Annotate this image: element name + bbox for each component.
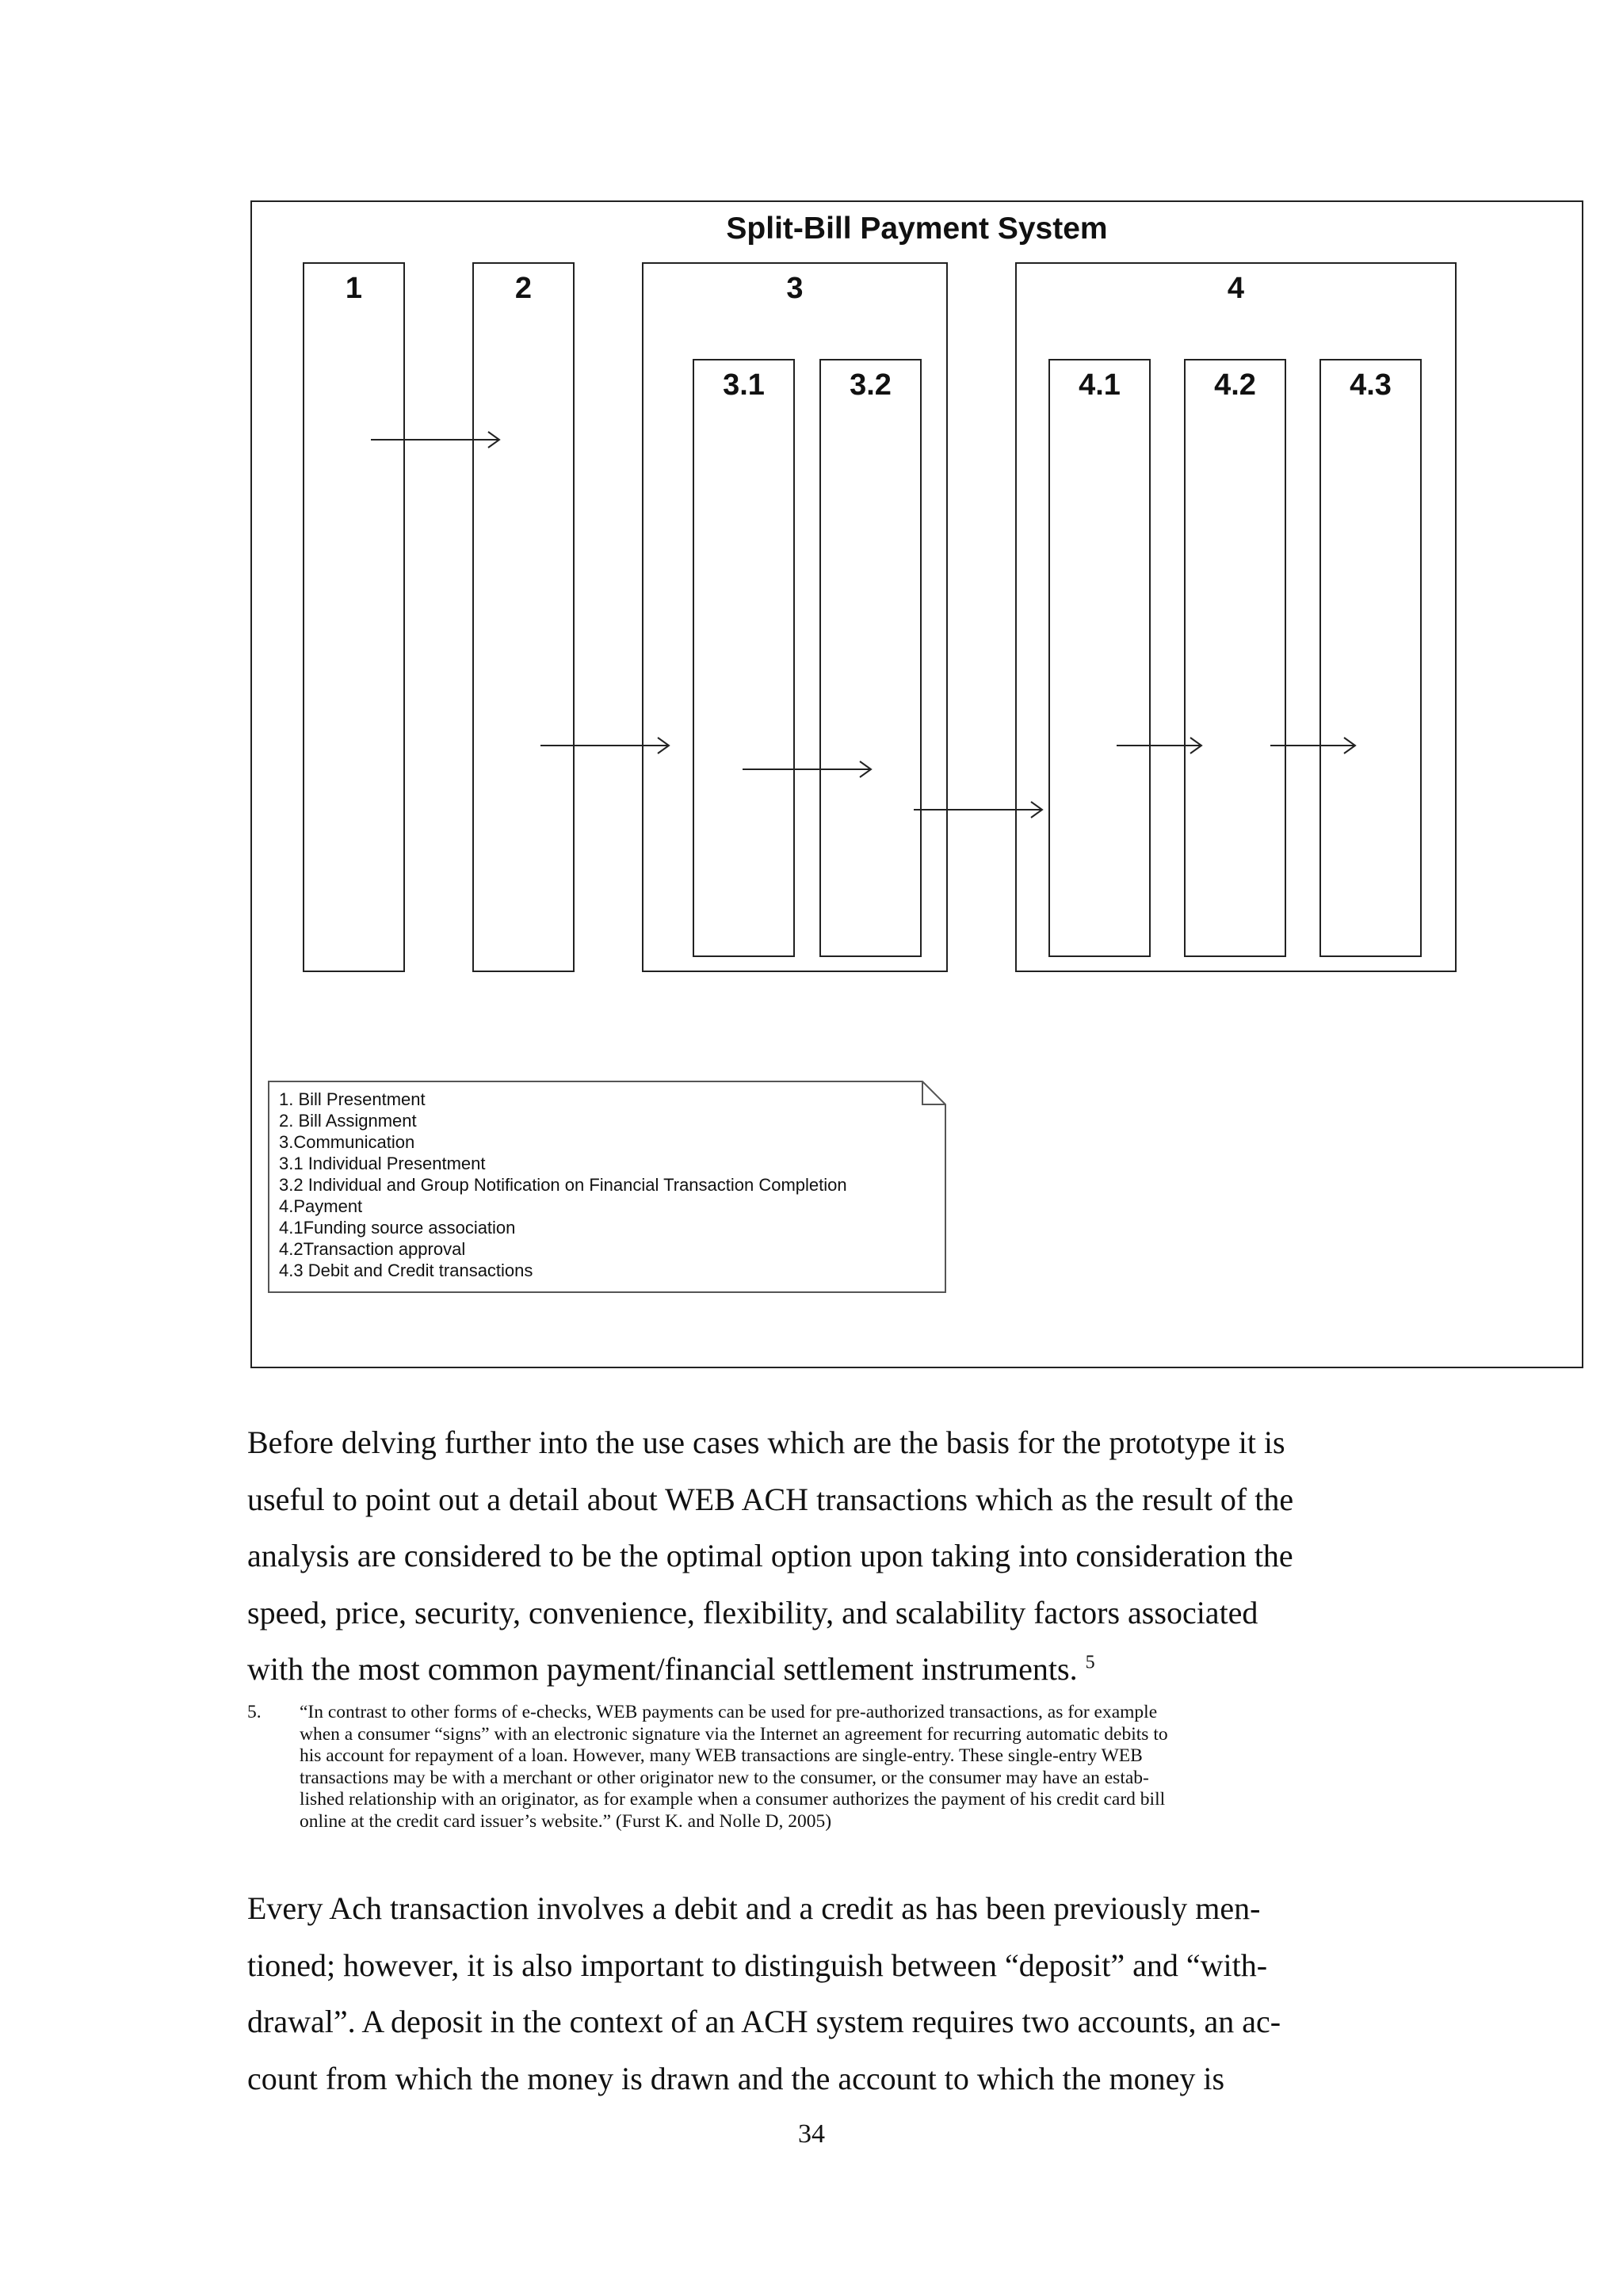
paragraph-line: with the most common payment/financial settlement instruments. — [247, 1651, 1078, 1687]
paragraph-line: analysis are considered to be the optimal option upon taking into consideration the — [247, 1538, 1293, 1573]
legend-item: 3.Communication — [279, 1132, 415, 1152]
column-label-4-1: 4.1 — [1079, 368, 1121, 402]
legend-item: 4.Payment — [279, 1196, 363, 1216]
paragraph-line-last — [247, 1641, 1373, 1698]
page-number: 34 — [798, 2119, 825, 2149]
legend-item: 3.1 Individual Presentment — [279, 1154, 486, 1173]
paragraph-line: speed, price, security, convenience, flexibility, and scalability factors associated — [247, 1594, 1258, 1630]
paragraph-line: drawal”. A deposit in the context of an ACH system requires two accounts, an ac- — [247, 2004, 1281, 2039]
legend-list — [279, 1089, 847, 1281]
column-label-3-2: 3.2 — [850, 368, 892, 402]
legend-item: 4.1Funding source association — [279, 1218, 516, 1238]
split-bill-diagram — [250, 200, 1583, 1368]
paragraph-line: Before delving further into the use cases which are the basis for the prototype it is — [247, 1425, 1285, 1460]
column-label-4-3: 4.3 — [1350, 368, 1392, 402]
footnote-reference[interactable]: 5 — [1085, 1652, 1095, 1673]
footnote-line: lished relationship with an originator, as for example when a consumer authorizes the payment of his credit card bill — [300, 1789, 1166, 1810]
column-label-4-2: 4.2 — [1214, 368, 1256, 402]
legend-item: 1. Bill Presentment — [279, 1089, 426, 1109]
legend-item: 4.2Transaction approval — [279, 1239, 466, 1259]
diagram-title: Split-Bill Payment System — [726, 212, 1108, 246]
footnote-line: “In contrast to other forms of e-checks, WEB payments can be used for pre-authorized transactions, as for example — [300, 1702, 1158, 1722]
arrow-4-1-to-4-2 — [1117, 738, 1201, 753]
legend-note — [268, 1081, 946, 1293]
paragraph-1 — [247, 1414, 1373, 1698]
arrow-4-2-to-4-3 — [1270, 738, 1355, 753]
paragraph-line: useful to point out a detail about WEB ACH transactions which as the result of the — [247, 1481, 1294, 1517]
column-label-3: 3 — [786, 272, 804, 305]
column-label-3-1: 3.1 — [723, 368, 765, 402]
paragraph-line: count from which the money is drawn and the account to which the money is — [247, 2060, 1225, 2096]
paragraph-2 — [247, 1880, 1373, 2107]
arrow-1-to-2 — [371, 432, 499, 448]
footnote-line: his account for repayment of a loan. However, many WEB transactions are single-entry. These single-entry WEB — [300, 1745, 1143, 1766]
legend-item: 4.3 Debit and Credit transactions — [279, 1261, 533, 1280]
paragraph-line: Every Ach transaction involves a debit and a credit as has been previously men- — [247, 1890, 1261, 1926]
arrow-2-to-3 — [540, 738, 669, 753]
paragraph-line: tioned; however, it is also important to distinguish between “deposit” and “with- — [247, 1947, 1268, 1983]
footnote-line: when a consumer “signs” with an electronic signature via the Internet an agreement for recurring automatic debits to — [300, 1723, 1168, 1745]
footnote-number: 5. — [247, 1702, 262, 1722]
column-label-4: 4 — [1227, 272, 1245, 305]
footnote-line: online at the credit card issuer’s website.” (Furst K. and Nolle D, 2005) — [300, 1810, 832, 1832]
footnote-body — [300, 1702, 1168, 1833]
arrow-3-1-to-3-2 — [743, 761, 871, 777]
legend-item: 3.2 Individual and Group Notification on Financial Transaction Completion — [279, 1175, 847, 1195]
footnote-line: transactions may be with a merchant or other originator new to the consumer, or the consumer may have an estab- — [300, 1767, 1149, 1788]
legend-item: 2. Bill Assignment — [279, 1111, 417, 1131]
arrow-3-to-4 — [914, 802, 1042, 818]
column-label-2: 2 — [514, 272, 533, 305]
column-label-1: 1 — [345, 272, 363, 305]
